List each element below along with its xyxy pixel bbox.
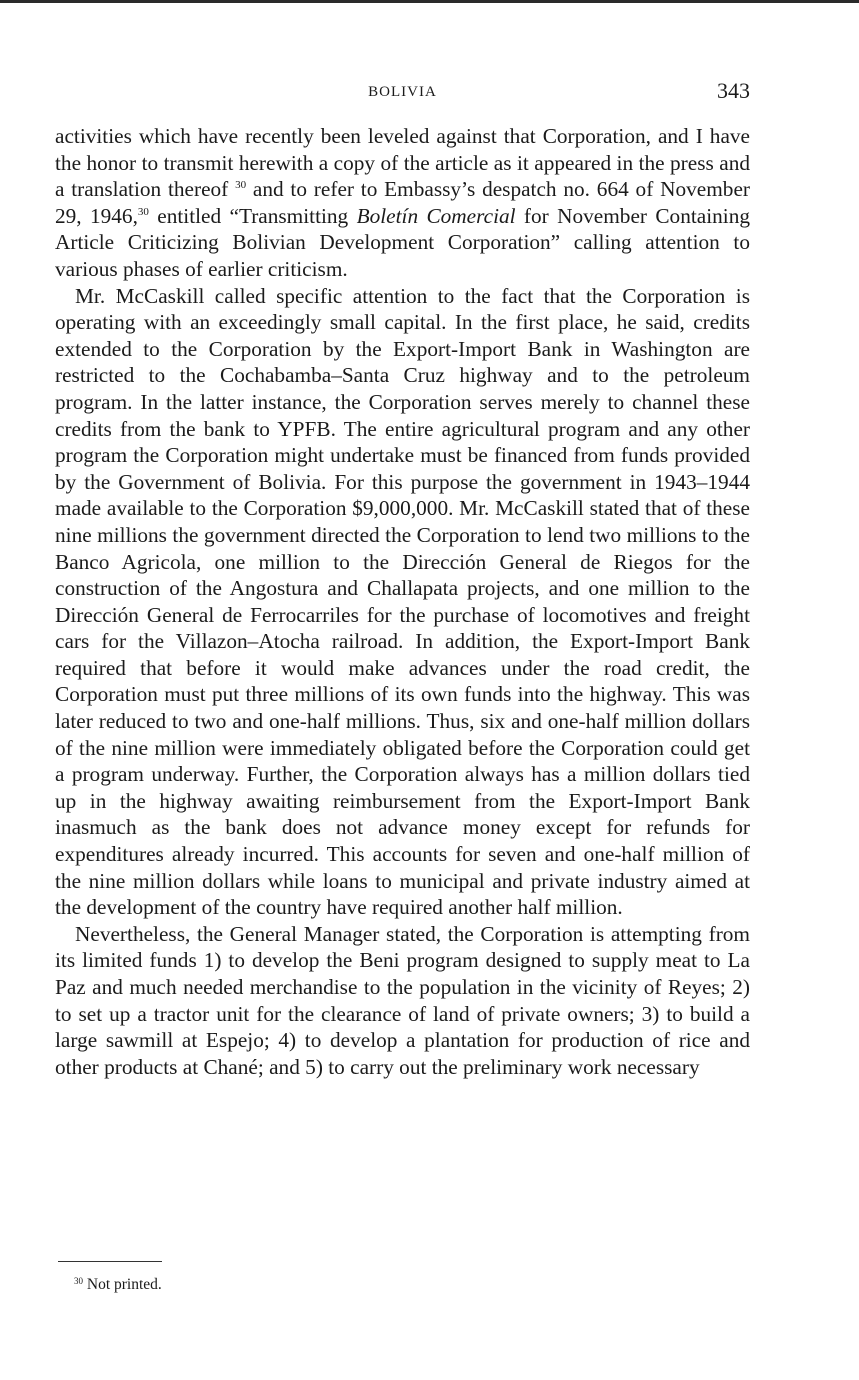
footnote-divider [58,1261,162,1262]
footnote [74,1276,162,1294]
paragraph-3: Nevertheless, the General Manager stated, the Corporation is attempting from its limited funds 1) to develop the Beni program designed to supply meat to La Paz and much needed merchandise to the population in the vicinity of Reyes; 2) to set up a tractor unit for the clearance of land of private owners; 3) to build a large sawmill at Espejo; 4) to develop a plantation for production of rice and other products at Chané; and 5) to carry out the preliminary work necessary [55,921,750,1079]
footnote-text: Not printed. [83,1276,162,1293]
top-border-rule [0,0,859,3]
running-head: BOLIVIA [368,84,437,100]
paragraph-2: Mr. McCaskill called specific attention to the fact that the Corporation is operating with an exceedingly small capital. In the first place, he said, credits extended to the Corporation by the Export-Import Bank in Washington are restricted to the Cochabamba–Santa Cruz highway and to the petroleum program. In the latter instance, the Corporation serves merely to channel these credits from the bank to YPFB. The entire agricultural program and any other program the Corporation might undertake must be financed from funds provided by the Government of Bolivia. For this purpose the government in 1943–1944 made available to the Corporation $9,000,000. Mr. McCaskill stated that of these nine millions the government directed the Corporation to lend two millions to the Banco Agricola, one million to the Dirección General de Riegos for the construction of the Angostura and Challapata projects, and one million to the Dirección General de Ferrocarriles for the purchase of locomotives and freight cars for the Villazon–Atocha railroad. In addition, the Export-Import Bank required that before it would make advances under the road credit, the Corporation must put three millions of its own funds into the highway. This was later reduced to two and one-half millions. Thus, six and one-half million dollars of the nine million were immediately obligated before the Corporation could get a program underway. Further, the Corporation always has a million dollars tied up in the highway awaiting reimbursement from the Export-Import Bank inasmuch as the bank does not advance money except for refunds for expenditures already incurred. This accounts for seven and one-half million of the nine million dollars while loans to municipal and private industry aimed at the development of the country have required another half million. [55,283,750,920]
footnote-reference: 30 [137,205,149,218]
page-number: 343 [717,78,750,103]
paragraph-1-part-c: entitled “Transmitting [148,203,357,228]
paragraph-1-part-a: activities which have recently been leveled against that Corporation, and I have the honor to transmit herewith a copy of the article as it appeared in the press and a translation thereof [55,124,750,202]
page-header [55,78,750,108]
main-text [55,123,750,1080]
paragraph-1 [55,123,750,283]
footnote-reference: 30 [235,179,247,192]
footnote-marker: 30 [74,1276,83,1286]
publication-title: Boletín Comercial [356,203,516,228]
paragraph-1-part-b: and to refer to Embassy’s despatch no. 664 of November 29, 1946, [55,177,750,228]
paragraph-1-part-d: for November Containing Article Criticizing Bolivian Development Corporation” calling attention to various phases of earlier criticism. [55,203,750,281]
